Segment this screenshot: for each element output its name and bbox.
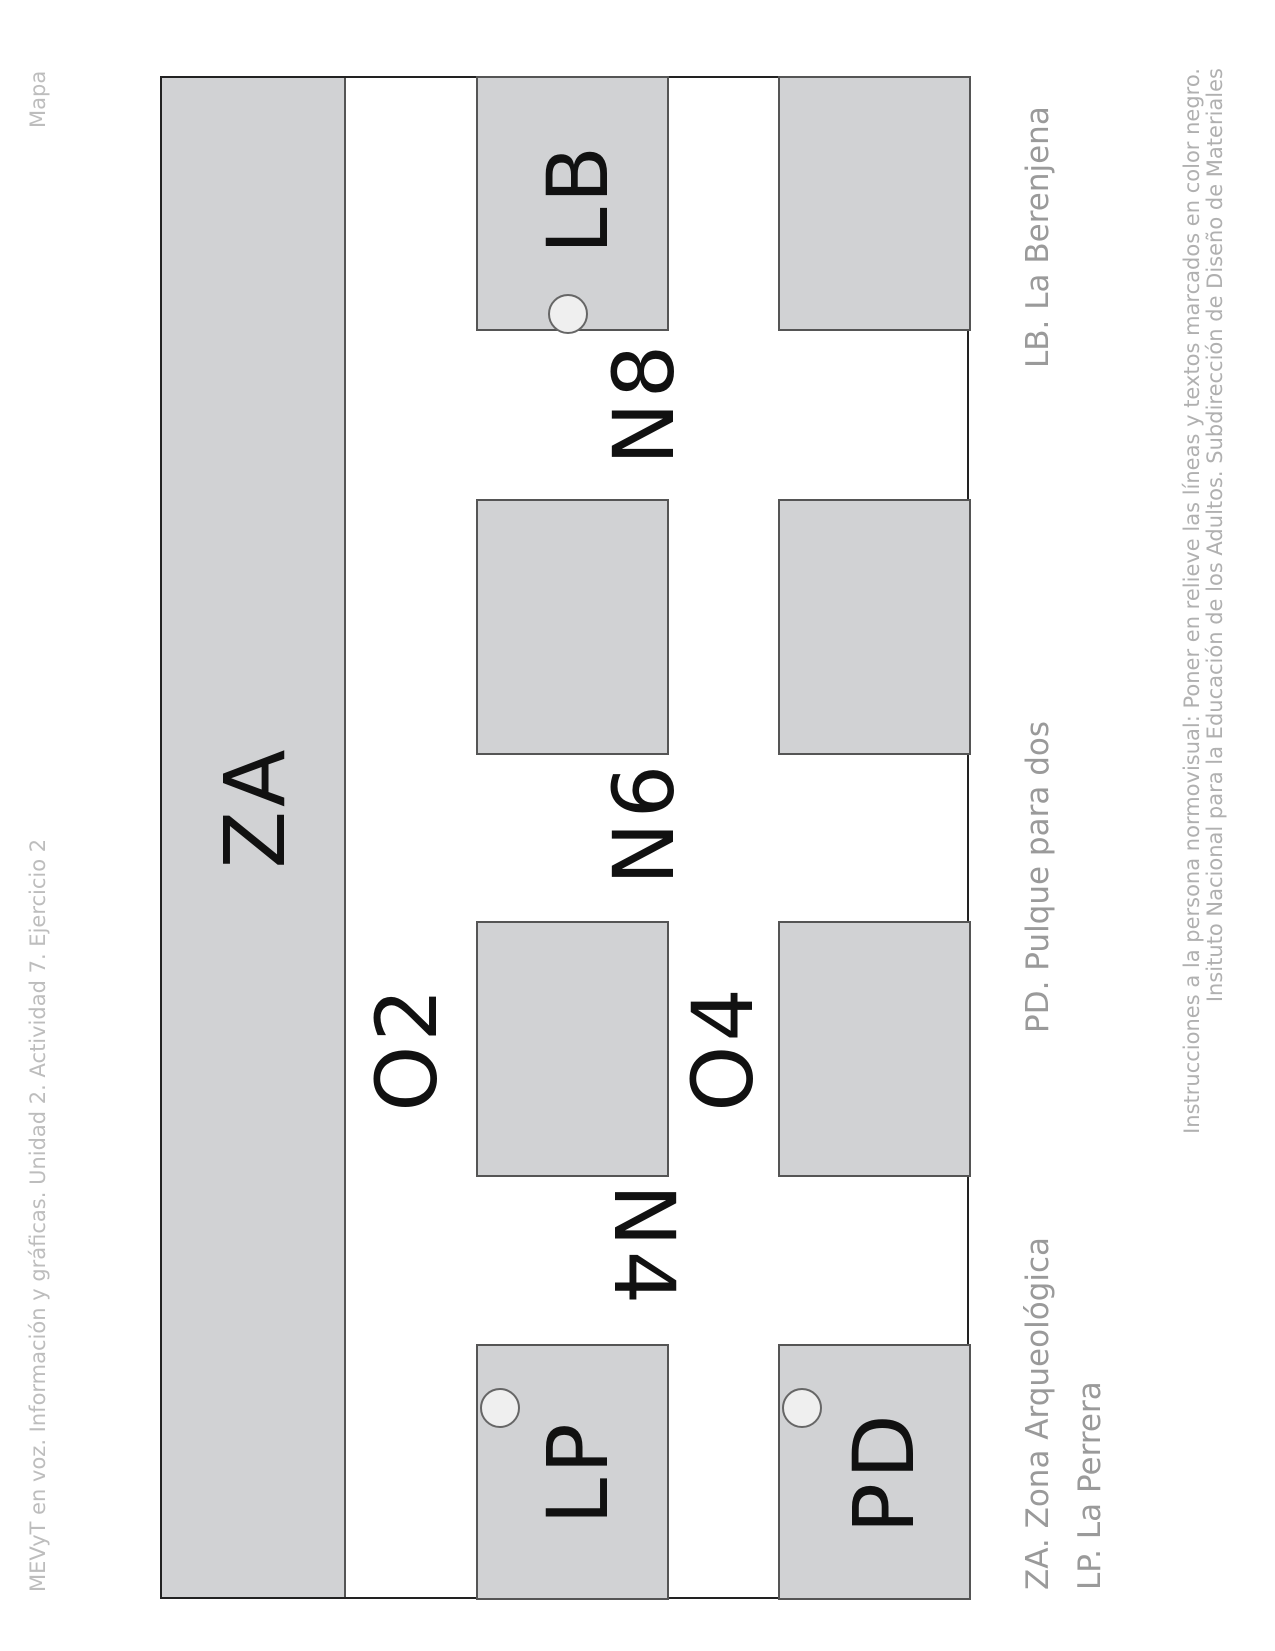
legend-lp: LP. La Perrera — [1072, 1381, 1108, 1590]
marker-lp — [480, 1388, 520, 1428]
legend-lb: LB. La Berenjena — [1020, 106, 1056, 368]
block-lower-left — [476, 921, 669, 1177]
block-top-right — [778, 76, 971, 331]
footer-caption: MEVyT en voz. Información y gráficas. Unidad 2. Actividad 7. Ejercicio 2 — [26, 838, 50, 1592]
place-lp-label: LP — [529, 1419, 627, 1525]
street-n8-label: N8 — [595, 340, 693, 466]
place-lb-label: LB — [529, 141, 627, 255]
legend-za: ZA. Zona Arqueológica — [1020, 1237, 1056, 1590]
street-o2-label: O2 — [358, 984, 456, 1112]
block-lower-right — [778, 921, 971, 1177]
zone-za-label: ZA — [206, 745, 304, 869]
instructions-line-2: Insituto Nacional para la Educación de los Adultos. Subdirección de Diseño de Materiales — [1203, 68, 1228, 1003]
street-o4-label: O4 — [674, 984, 772, 1112]
marker-lb — [548, 294, 588, 334]
marker-pd — [782, 1388, 822, 1428]
street-n6-label: N6 — [595, 760, 693, 886]
page-title: Mapa — [26, 70, 50, 128]
place-pd-label: PD — [835, 1410, 933, 1534]
block-mid-right — [778, 499, 971, 755]
map — [160, 76, 969, 1599]
block-mid-left — [476, 499, 669, 755]
instructions — [1181, 68, 1227, 1160]
legend-pd: PD. Pulque para dos — [1020, 721, 1056, 1033]
instructions-line-1: Instrucciones a la persona normovisual: Poner en relieve las líneas y textos marcados en color negro. — [1180, 68, 1204, 1134]
street-n4-label: N4 — [595, 1183, 693, 1309]
